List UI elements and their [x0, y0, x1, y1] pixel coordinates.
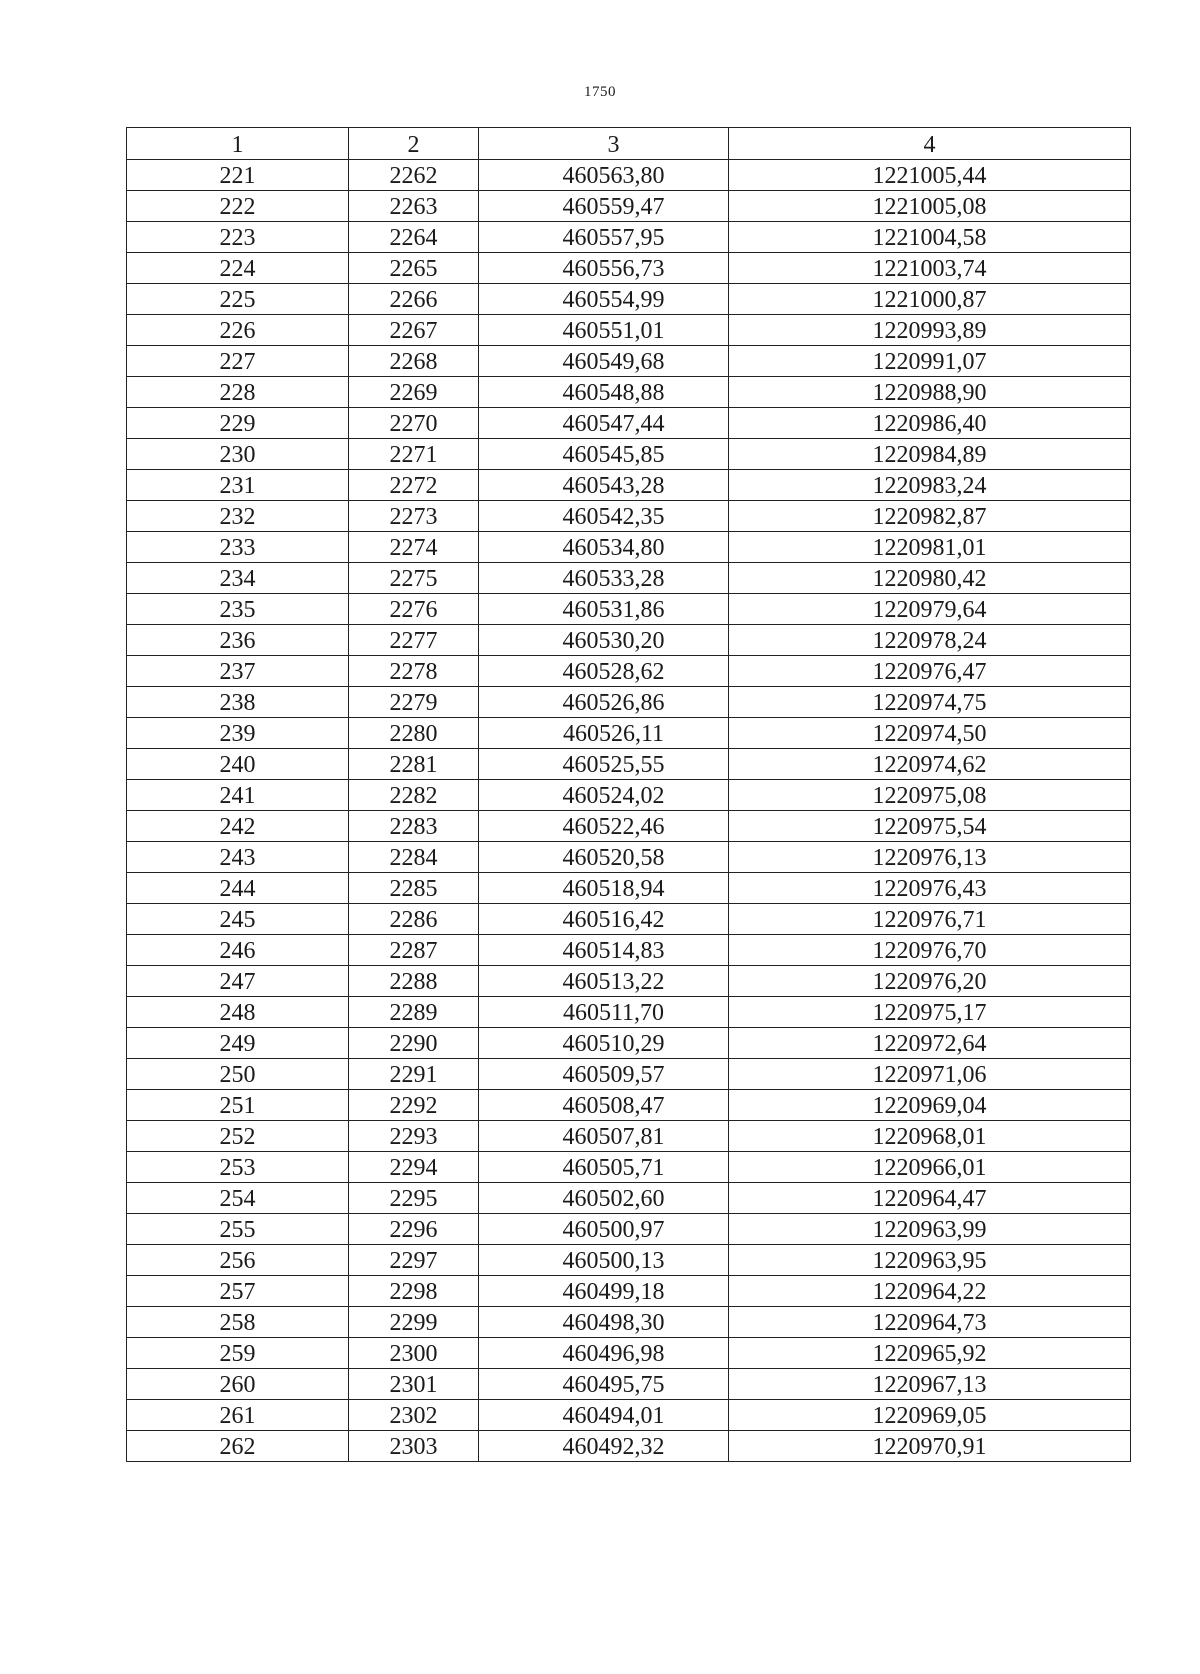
table-cell-col-1: 232 — [127, 501, 349, 532]
table-cell-col-3: 460531,86 — [479, 594, 729, 625]
table-cell-col-4: 1220968,01 — [729, 1121, 1131, 1152]
table-header-row — [127, 128, 1131, 160]
table-cell-col-1: 244 — [127, 873, 349, 904]
table-cell-col-3: 460508,47 — [479, 1090, 729, 1121]
table-cell-col-1: 224 — [127, 253, 349, 284]
table-cell-col-3: 460543,28 — [479, 470, 729, 501]
table-cell-col-1: 242 — [127, 811, 349, 842]
table-cell-col-4: 1220986,40 — [729, 408, 1131, 439]
table-cell-col-1: 247 — [127, 966, 349, 997]
table-cell-col-3: 460522,46 — [479, 811, 729, 842]
table-row — [127, 1338, 1131, 1369]
table-row — [127, 1090, 1131, 1121]
table-cell-col-3: 460516,42 — [479, 904, 729, 935]
table-cell-col-4: 1220981,01 — [729, 532, 1131, 563]
table-cell-col-3: 460511,70 — [479, 997, 729, 1028]
table-cell-col-2: 2272 — [349, 470, 479, 501]
table-cell-col-4: 1220979,64 — [729, 594, 1131, 625]
table-row — [127, 1245, 1131, 1276]
table-cell-col-3: 460505,71 — [479, 1152, 729, 1183]
table-cell-col-4: 1220978,24 — [729, 625, 1131, 656]
table-row — [127, 997, 1131, 1028]
table-cell-col-2: 2274 — [349, 532, 479, 563]
table-cell-col-3: 460513,22 — [479, 966, 729, 997]
table-cell-col-1: 221 — [127, 160, 349, 191]
table-cell-col-1: 238 — [127, 687, 349, 718]
table-cell-col-3: 460547,44 — [479, 408, 729, 439]
table-cell-col-4: 1220982,87 — [729, 501, 1131, 532]
table-cell-col-4: 1220969,05 — [729, 1400, 1131, 1431]
table-row — [127, 842, 1131, 873]
table-cell-col-3: 460510,29 — [479, 1028, 729, 1059]
table-cell-col-2: 2280 — [349, 718, 479, 749]
table-cell-col-4: 1220975,17 — [729, 997, 1131, 1028]
table-row — [127, 191, 1131, 222]
table-cell-col-2: 2282 — [349, 780, 479, 811]
table-cell-col-4: 1220976,47 — [729, 656, 1131, 687]
table-cell-col-2: 2285 — [349, 873, 479, 904]
column-header-2: 2 — [349, 128, 479, 160]
table-cell-col-4: 1220976,20 — [729, 966, 1131, 997]
table-cell-col-3: 460496,98 — [479, 1338, 729, 1369]
table-cell-col-4: 1220993,89 — [729, 315, 1131, 346]
table-cell-col-4: 1220965,92 — [729, 1338, 1131, 1369]
table-row — [127, 1121, 1131, 1152]
table-row — [127, 687, 1131, 718]
table-cell-col-3: 460534,80 — [479, 532, 729, 563]
table-row — [127, 1369, 1131, 1400]
table-cell-col-2: 2271 — [349, 439, 479, 470]
table-cell-col-4: 1220969,04 — [729, 1090, 1131, 1121]
table-cell-col-4: 1220980,42 — [729, 563, 1131, 594]
table-row — [127, 470, 1131, 501]
table-cell-col-2: 2275 — [349, 563, 479, 594]
table-cell-col-2: 2270 — [349, 408, 479, 439]
table-cell-col-2: 2279 — [349, 687, 479, 718]
table-cell-col-2: 2292 — [349, 1090, 479, 1121]
table-cell-col-2: 2277 — [349, 625, 479, 656]
table-cell-col-3: 460520,58 — [479, 842, 729, 873]
table-cell-col-4: 1220974,75 — [729, 687, 1131, 718]
table-row — [127, 873, 1131, 904]
table-cell-col-1: 233 — [127, 532, 349, 563]
table-cell-col-1: 239 — [127, 718, 349, 749]
table-cell-col-2: 2267 — [349, 315, 479, 346]
table-cell-col-4: 1220964,22 — [729, 1276, 1131, 1307]
table-cell-col-3: 460563,80 — [479, 160, 729, 191]
table-row — [127, 160, 1131, 191]
table-cell-col-2: 2289 — [349, 997, 479, 1028]
table-cell-col-1: 258 — [127, 1307, 349, 1338]
table-row — [127, 780, 1131, 811]
table-cell-col-1: 252 — [127, 1121, 349, 1152]
table-cell-col-4: 1221003,74 — [729, 253, 1131, 284]
page-number: 1750 — [584, 84, 616, 100]
column-header-1: 1 — [127, 128, 349, 160]
table-cell-col-1: 243 — [127, 842, 349, 873]
table-row — [127, 315, 1131, 346]
column-header-4: 4 — [729, 128, 1131, 160]
table-cell-col-1: 240 — [127, 749, 349, 780]
table-cell-col-4: 1220970,91 — [729, 1431, 1131, 1462]
table-row — [127, 377, 1131, 408]
table-cell-col-3: 460518,94 — [479, 873, 729, 904]
table-cell-col-2: 2291 — [349, 1059, 479, 1090]
table-cell-col-3: 460530,20 — [479, 625, 729, 656]
table-cell-col-4: 1220983,24 — [729, 470, 1131, 501]
table-cell-col-2: 2298 — [349, 1276, 479, 1307]
table-cell-col-2: 2290 — [349, 1028, 479, 1059]
table-cell-col-4: 1221004,58 — [729, 222, 1131, 253]
table-row — [127, 1276, 1131, 1307]
table-row — [127, 501, 1131, 532]
table-cell-col-4: 1220963,99 — [729, 1214, 1131, 1245]
table-cell-col-1: 237 — [127, 656, 349, 687]
table-row — [127, 408, 1131, 439]
table-cell-col-3: 460498,30 — [479, 1307, 729, 1338]
table-cell-col-4: 1221000,87 — [729, 284, 1131, 315]
table-cell-col-3: 460545,85 — [479, 439, 729, 470]
coordinates-table — [126, 127, 1131, 1462]
table-cell-col-3: 460556,73 — [479, 253, 729, 284]
table-cell-col-2: 2268 — [349, 346, 479, 377]
table-cell-col-1: 226 — [127, 315, 349, 346]
table-cell-col-2: 2288 — [349, 966, 479, 997]
table-cell-col-1: 229 — [127, 408, 349, 439]
table-row — [127, 1059, 1131, 1090]
table-cell-col-3: 460557,95 — [479, 222, 729, 253]
table-row — [127, 625, 1131, 656]
table-cell-col-4: 1220971,06 — [729, 1059, 1131, 1090]
table-cell-col-3: 460502,60 — [479, 1183, 729, 1214]
table-row — [127, 1400, 1131, 1431]
table-cell-col-2: 2264 — [349, 222, 479, 253]
table-row — [127, 284, 1131, 315]
table-cell-col-2: 2293 — [349, 1121, 479, 1152]
table-cell-col-4: 1220991,07 — [729, 346, 1131, 377]
table-cell-col-4: 1220988,90 — [729, 377, 1131, 408]
table-cell-col-1: 253 — [127, 1152, 349, 1183]
table-cell-col-1: 255 — [127, 1214, 349, 1245]
table-cell-col-1: 225 — [127, 284, 349, 315]
table-row — [127, 904, 1131, 935]
table-cell-col-4: 1220976,71 — [729, 904, 1131, 935]
table-cell-col-3: 460526,86 — [479, 687, 729, 718]
table-row — [127, 346, 1131, 377]
table-cell-col-3: 460551,01 — [479, 315, 729, 346]
table-cell-col-1: 236 — [127, 625, 349, 656]
table-cell-col-4: 1220967,13 — [729, 1369, 1131, 1400]
table-cell-col-2: 2273 — [349, 501, 479, 532]
table-cell-col-2: 2266 — [349, 284, 479, 315]
table-cell-col-3: 460559,47 — [479, 191, 729, 222]
table-cell-col-4: 1220975,54 — [729, 811, 1131, 842]
table-cell-col-4: 1221005,44 — [729, 160, 1131, 191]
table-cell-col-4: 1220976,70 — [729, 935, 1131, 966]
table-cell-col-1: 261 — [127, 1400, 349, 1431]
table-row — [127, 222, 1131, 253]
table-cell-col-2: 2276 — [349, 594, 479, 625]
table-cell-col-4: 1220972,64 — [729, 1028, 1131, 1059]
table-cell-col-3: 460492,32 — [479, 1431, 729, 1462]
column-header-3: 3 — [479, 128, 729, 160]
table-cell-col-2: 2302 — [349, 1400, 479, 1431]
table-cell-col-2: 2278 — [349, 656, 479, 687]
table-cell-col-1: 227 — [127, 346, 349, 377]
table-cell-col-2: 2300 — [349, 1338, 479, 1369]
table-cell-col-1: 246 — [127, 935, 349, 966]
table-row — [127, 1431, 1131, 1462]
table-cell-col-4: 1220966,01 — [729, 1152, 1131, 1183]
table-cell-col-4: 1220975,08 — [729, 780, 1131, 811]
table-row — [127, 532, 1131, 563]
table-row — [127, 1183, 1131, 1214]
table-body — [127, 160, 1131, 1462]
table-cell-col-3: 460509,57 — [479, 1059, 729, 1090]
table-cell-col-1: 228 — [127, 377, 349, 408]
table-row — [127, 594, 1131, 625]
table-cell-col-4: 1220964,73 — [729, 1307, 1131, 1338]
table-cell-col-4: 1220964,47 — [729, 1183, 1131, 1214]
table-cell-col-2: 2295 — [349, 1183, 479, 1214]
table-row — [127, 1214, 1131, 1245]
table-cell-col-2: 2269 — [349, 377, 479, 408]
table-cell-col-1: 250 — [127, 1059, 349, 1090]
table-cell-col-3: 460542,35 — [479, 501, 729, 532]
table-cell-col-2: 2286 — [349, 904, 479, 935]
table-cell-col-3: 460507,81 — [479, 1121, 729, 1152]
table-cell-col-1: 245 — [127, 904, 349, 935]
table-cell-col-2: 2303 — [349, 1431, 479, 1462]
table-cell-col-1: 241 — [127, 780, 349, 811]
table-cell-col-3: 460524,02 — [479, 780, 729, 811]
table-row — [127, 749, 1131, 780]
table-cell-col-2: 2281 — [349, 749, 479, 780]
table-cell-col-2: 2296 — [349, 1214, 479, 1245]
table-cell-col-2: 2287 — [349, 935, 479, 966]
table-row — [127, 563, 1131, 594]
table-cell-col-2: 2284 — [349, 842, 479, 873]
table-cell-col-2: 2297 — [349, 1245, 479, 1276]
table-row — [127, 439, 1131, 470]
table-cell-col-3: 460533,28 — [479, 563, 729, 594]
table-cell-col-2: 2283 — [349, 811, 479, 842]
table-cell-col-3: 460494,01 — [479, 1400, 729, 1431]
table-cell-col-1: 260 — [127, 1369, 349, 1400]
table-cell-col-1: 235 — [127, 594, 349, 625]
table-cell-col-1: 222 — [127, 191, 349, 222]
table-cell-col-3: 460525,55 — [479, 749, 729, 780]
table-cell-col-1: 256 — [127, 1245, 349, 1276]
table-cell-col-4: 1220974,62 — [729, 749, 1131, 780]
table-cell-col-3: 460548,88 — [479, 377, 729, 408]
table-cell-col-3: 460528,62 — [479, 656, 729, 687]
table-row — [127, 1152, 1131, 1183]
table-cell-col-4: 1220974,50 — [729, 718, 1131, 749]
table-cell-col-2: 2265 — [349, 253, 479, 284]
table-cell-col-1: 223 — [127, 222, 349, 253]
table-cell-col-2: 2262 — [349, 160, 479, 191]
table-row — [127, 656, 1131, 687]
table-cell-col-3: 460499,18 — [479, 1276, 729, 1307]
table-cell-col-4: 1220984,89 — [729, 439, 1131, 470]
table-cell-col-1: 254 — [127, 1183, 349, 1214]
table-row — [127, 253, 1131, 284]
table-cell-col-3: 460500,13 — [479, 1245, 729, 1276]
table-row — [127, 1307, 1131, 1338]
table-row — [127, 966, 1131, 997]
table-cell-col-3: 460514,83 — [479, 935, 729, 966]
table-cell-col-3: 460549,68 — [479, 346, 729, 377]
table-cell-col-2: 2263 — [349, 191, 479, 222]
table-cell-col-1: 249 — [127, 1028, 349, 1059]
table-cell-col-3: 460495,75 — [479, 1369, 729, 1400]
table-cell-col-1: 231 — [127, 470, 349, 501]
table-cell-col-2: 2299 — [349, 1307, 479, 1338]
table-cell-col-3: 460554,99 — [479, 284, 729, 315]
coordinates-table-container — [126, 127, 1130, 1462]
table-cell-col-1: 251 — [127, 1090, 349, 1121]
table-cell-col-4: 1220976,13 — [729, 842, 1131, 873]
table-cell-col-1: 230 — [127, 439, 349, 470]
table-row — [127, 935, 1131, 966]
table-cell-col-1: 248 — [127, 997, 349, 1028]
table-cell-col-1: 234 — [127, 563, 349, 594]
table-cell-col-4: 1220976,43 — [729, 873, 1131, 904]
table-cell-col-1: 259 — [127, 1338, 349, 1369]
table-cell-col-4: 1220963,95 — [729, 1245, 1131, 1276]
table-row — [127, 811, 1131, 842]
table-row — [127, 1028, 1131, 1059]
table-cell-col-2: 2294 — [349, 1152, 479, 1183]
table-cell-col-4: 1221005,08 — [729, 191, 1131, 222]
table-row — [127, 718, 1131, 749]
table-cell-col-1: 262 — [127, 1431, 349, 1462]
table-cell-col-2: 2301 — [349, 1369, 479, 1400]
table-cell-col-3: 460526,11 — [479, 718, 729, 749]
table-cell-col-1: 257 — [127, 1276, 349, 1307]
table-cell-col-3: 460500,97 — [479, 1214, 729, 1245]
